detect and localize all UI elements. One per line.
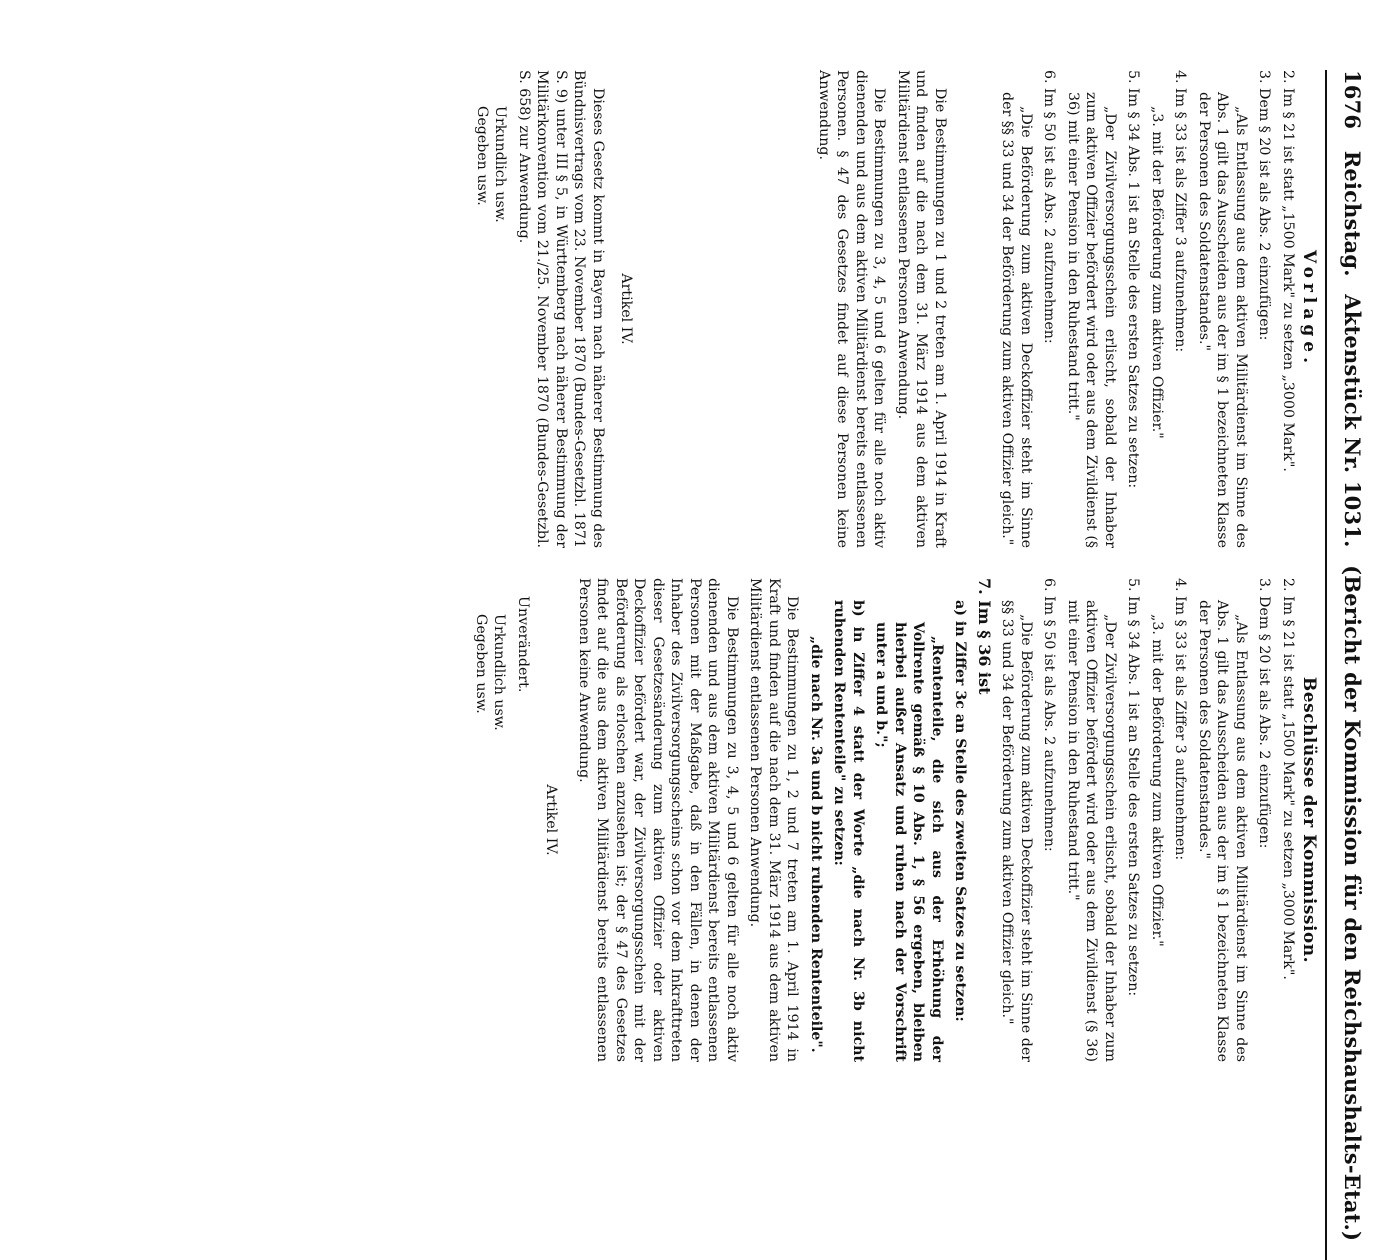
- left-item-6-quote: „Die Beförderung zum aktiven Deckoffizier steht im Sinne der §§ 33 und 34 der Beförderung zum aktiven Offizier gleich.": [999, 92, 1034, 548]
- left-column: [473, 70, 1298, 548]
- right-item-7b: b) in Ziffer 4 statt der Worte „die nach Nr. 3b nicht ruhenden Rententeile" zu setzen:: [831, 600, 866, 1062]
- right-item-2: 2. Im § 21 ist statt „1500 Mark" zu setzen „3000 Mark".: [1280, 578, 1296, 980]
- right-item-7b-quote: „die nach Nr. 3a und b nicht ruhenden Rententeile".: [808, 636, 824, 1053]
- page-number: 1676: [1340, 70, 1365, 130]
- right-article-heading: Artikel IV.: [543, 784, 560, 856]
- publication-name: Reichstag.: [1340, 150, 1365, 277]
- right-item-6-quote: „Die Beförderung zum aktiven Deckoffizier steht im Sinne der §§ 33 und 34 der Beförderung zum aktiven Offizier gleich.": [999, 600, 1034, 1062]
- left-article-heading: Artikel IV.: [618, 273, 635, 345]
- left-item-4-quote: „3. mit der Beförderung zum aktiven Offizier.": [1149, 106, 1165, 439]
- left-article-text: Dieses Gesetz kommt in Bayern nach näherer Bestimmung des Bündnisvertrags vom 23. November 1870 (Bundes-Gesetzbl. 1871 S. 9) unter III § 5, in Württemberg nach näherer Bestimmung der Militärkonvention vom 21./25. November 1870 (Bundes-Gesetzbl. S. 658) zur Anwendung.: [516, 70, 606, 548]
- right-closing-2: Gegeben usw.: [473, 614, 489, 714]
- left-item-5-quote: „Der Zivilversorgungsschein erlischt, sobald der Inhaber zum aktiven Offizier befördert wird oder aus dem Zivildienst (§ 36) mit einer Pension in den Ruhestand tritt.": [1065, 92, 1118, 548]
- right-item-5-quote: „Der Zivilversorgungsschein erlischt, sobald der Inhaber zum aktiven Offizier befördert wird oder aus dem Zivildienst (§ 36) mit einer Pension in den Ruhestand tritt.": [1065, 600, 1118, 1062]
- right-closing-1: Urkundlich usw.: [491, 614, 508, 731]
- right-article-text: Unverändert.: [515, 596, 531, 693]
- right-item-4: 4. Im § 33 ist als Ziffer 3 aufzunehmen:: [1172, 578, 1189, 861]
- right-column-heading: Beschlüsse der Kommission.: [1299, 676, 1319, 964]
- right-item-7: 7. Im § 36 ist: [975, 578, 994, 695]
- left-closing-1: Urkundlich usw.: [492, 106, 509, 223]
- header-rule: [1325, 70, 1327, 1260]
- right-item-6: 6. Im § 50 ist als Abs. 2 aufzunehmen:: [1041, 578, 1058, 852]
- left-item-5: 5. Im § 34 Abs. 1 ist an Stelle des ersten Satzes zu setzen:: [1125, 70, 1142, 489]
- left-paragraph-1: Die Bestimmungen zu 1 und 2 treten am 1. April 1914 in Kraft und finden auf die nach dem 31. März 1914 aus dem aktiven Militärdienst entlassenen Personen Anwendung.: [895, 70, 948, 548]
- right-column: [472, 578, 1298, 1062]
- left-item-3-quote: „Als Entlassung aus dem aktiven Militärdienst im Sinne des Abs. 1 gilt das Ausscheiden aus der im § 1 bezeichneten Klasse der Personen des Soldatenstandes.": [1196, 92, 1249, 548]
- right-item-3-quote: „Als Entlassung aus dem aktiven Militärdienst im Sinne des Abs. 1 gilt das Ausscheiden aus der im § 1 bezeichneten Klasse der Personen des Soldatenstandes.": [1196, 600, 1249, 1062]
- right-item-4-quote: „3. mit der Beförderung zum aktiven Offizier.": [1149, 614, 1165, 947]
- right-item-7a-quote: „Rententeile, die sich aus der Erhöhung der Vollrente gemäß § 10 Abs. 1, § 56 ergeben, bleiben hierbei außer Ansatz und ruhen nach der Vorschrift unter a und b.";: [873, 622, 945, 1062]
- left-item-2: 2. Im § 21 ist statt „1500 Mark" zu setzen „3000 Mark".: [1280, 70, 1296, 472]
- right-paragraph-2: Die Bestimmungen zu 3, 4, 5 und 6 gelten für alle noch aktiv dienenden und aus dem aktiven Militärdienst bereits entlassenen Personen mit der Maßgabe, daß in den Fällen, in denen der Inhaber des Zivilversorgungsscheins schon vor dem Inkrafttreten dieser Gesetzesänderung zum aktiven Offizier oder aktiven Deckoffizier befördert war, der Zivilversorgungsschein mit der Beförderung als erloschen anzusehen ist; der § 47 des Gesetzes findet auf die aus dem aktiven Militärdienst bereits entlassenen Personen keine Anwendung.: [576, 578, 740, 1062]
- left-closing-2: Gegeben usw.: [474, 106, 490, 206]
- running-head: [1329, 70, 1365, 1250]
- document-number: Aktenstück Nr. 1031.: [1340, 294, 1365, 548]
- right-item-5: 5. Im § 34 Abs. 1 ist an Stelle des ersten Satzes zu setzen:: [1125, 578, 1142, 997]
- left-item-3: 3. Dem § 20 ist als Abs. 2 einzufügen:: [1256, 70, 1273, 341]
- right-paragraph-1: Die Bestimmungen zu 1, 2 und 7 treten am 1. April 1914 in Kraft und finden auf die nach dem 31. März 1914 aus dem aktiven Militärdienst entlassenen Personen Anwendung.: [747, 578, 801, 1062]
- left-item-6: 6. Im § 50 ist als Abs. 2 aufzunehmen:: [1041, 70, 1058, 344]
- right-item-3: 3. Dem § 20 ist als Abs. 2 einzufügen:: [1256, 578, 1273, 849]
- left-item-4: 4. Im § 33 ist als Ziffer 3 aufzunehmen:: [1172, 70, 1189, 353]
- right-item-7a: a) in Ziffer 3c an Stelle des zweiten Satzes zu setzen:: [952, 600, 969, 1022]
- left-paragraph-2: Die Bestimmungen zu 3, 4, 5 und 6 gelten für alle noch aktiv dienenden und aus dem aktiven Militärdienst bereits entlassenen Personen. § 47 des Gesetzes findet auf diese Personen keine Anwendung.: [816, 70, 888, 548]
- document-title: (Bericht der Kommission für den Reichshaushalts-Etat.): [1340, 565, 1365, 1242]
- left-column-heading: Vorlage.: [1299, 249, 1319, 369]
